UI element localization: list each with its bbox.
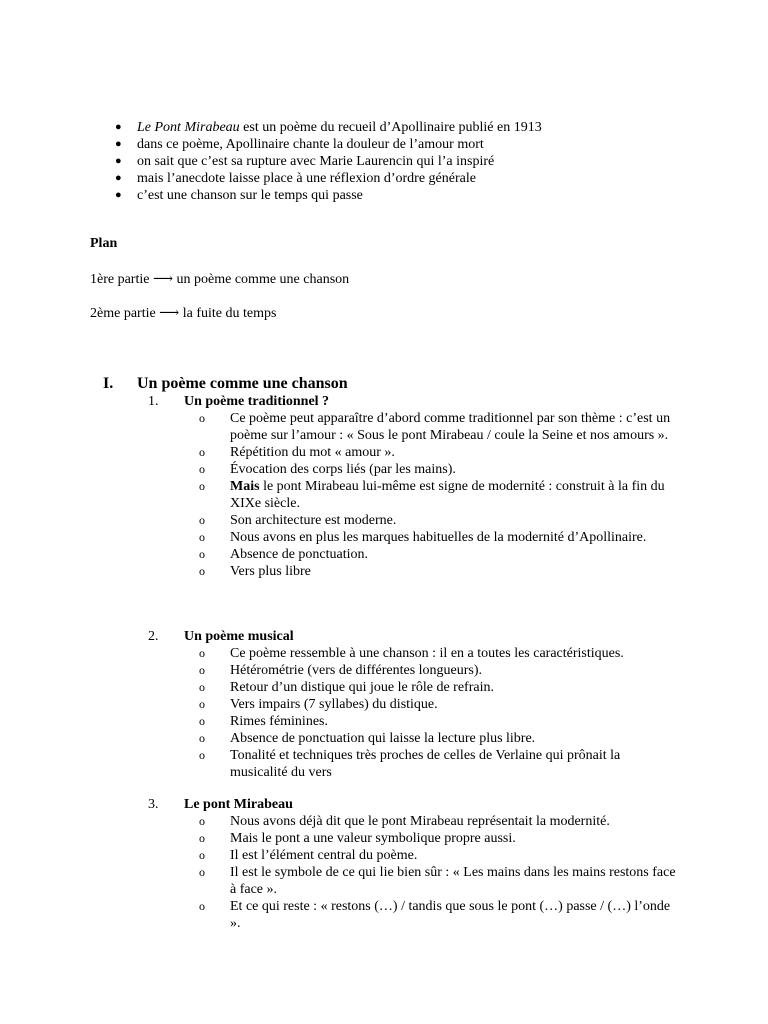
- item-text: Ce poème ressemble à une chanson : il en a toutes les caractéristiques.: [230, 646, 624, 661]
- emphasis-word: Mais: [230, 479, 260, 494]
- section-heading: [103, 375, 348, 393]
- circle-bullet-icon: o: [199, 848, 205, 862]
- item-text: Tonalité et techniques très proches de celles de Verlaine qui prônait la musicalité du vers: [230, 748, 621, 780]
- item-text: Mais le pont a une valeur symbolique propre aussi.: [230, 831, 516, 846]
- bullet-icon: ●: [115, 189, 122, 201]
- circle-bullet-icon: o: [199, 731, 205, 745]
- circle-bullet-icon: o: [199, 831, 205, 845]
- list-item: [199, 696, 679, 713]
- subsection-title: Le pont Mirabeau: [184, 797, 293, 812]
- plan-part-1: 1ère partie ⟶ un poème comme une chanson: [90, 272, 350, 287]
- circle-bullet-icon: o: [199, 530, 205, 544]
- bullet-icon: ●: [115, 172, 122, 184]
- item-text: Absence de ponctuation qui laisse la lecture plus libre.: [230, 731, 536, 746]
- list-item: [199, 529, 679, 546]
- item-text: Vers plus libre: [230, 564, 311, 579]
- plan-heading: Plan: [90, 236, 118, 251]
- list-item: [199, 546, 679, 563]
- item-text: Évocation des corps liés (par les mains).: [230, 462, 456, 477]
- list-item: [199, 713, 679, 730]
- list-item: [199, 444, 679, 461]
- list-item: [199, 662, 679, 679]
- list-item: [199, 563, 679, 580]
- circle-bullet-icon: o: [199, 697, 205, 711]
- list-item: [199, 461, 679, 478]
- intro-bullet: [109, 119, 542, 136]
- circle-bullet-icon: o: [199, 865, 205, 879]
- bullet-icon: ●: [115, 155, 122, 167]
- intro-bullet-list: [109, 119, 542, 204]
- list-item: [199, 747, 679, 781]
- list-item: [199, 898, 679, 932]
- plan-part-2: 2ème partie ⟶ la fuite du temps: [90, 306, 277, 321]
- circle-bullet-icon: o: [199, 564, 205, 578]
- subsection-number: 1.: [148, 394, 159, 409]
- circle-bullet-icon: o: [199, 462, 205, 476]
- item-text: Vers impairs (7 syllabes) du distique.: [230, 697, 438, 712]
- list-item: [199, 645, 679, 662]
- circle-bullet-icon: o: [199, 663, 205, 677]
- bullet-text: c’est une chanson sur le temps qui passe: [137, 188, 363, 203]
- section-number: I.: [103, 375, 114, 392]
- circle-bullet-icon: o: [199, 411, 205, 425]
- bullet-text: mais l’anecdote laisse place à une réflexion d’ordre générale: [137, 171, 476, 186]
- circle-bullet-icon: o: [199, 646, 205, 660]
- item-text: Il est le symbole de ce qui lie bien sûr : « Les mains dans les mains restons face à face ».: [230, 865, 676, 897]
- subsection-heading: [148, 797, 293, 813]
- subsection-heading: [148, 629, 294, 645]
- subsection-title: Un poème musical: [184, 629, 294, 644]
- item-text: Et ce qui reste : « restons (…) / tandis que sous le pont (…) passe / (…) l’onde ».: [230, 899, 671, 931]
- bullet-icon: ●: [115, 138, 122, 150]
- intro-bullet: [109, 170, 542, 187]
- bullet-icon: ●: [115, 121, 122, 133]
- subsection-number: 2.: [148, 629, 159, 644]
- list-item: [199, 730, 679, 747]
- item-text: Absence de ponctuation.: [230, 547, 369, 562]
- bullet-text: dans ce poème, Apollinaire chante la douleur de l’amour mort: [137, 137, 484, 152]
- intro-bullet: [109, 136, 542, 153]
- circle-bullet-icon: o: [199, 547, 205, 561]
- list-item: [199, 478, 679, 512]
- item-text: Ce poème peut apparaître d’abord comme traditionnel par son thème : c’est un poème sur l’amour : « Sous le pont Mirabeau / coule la Seine et nos amours ».: [230, 411, 671, 443]
- subsection-item-list: [199, 813, 679, 932]
- subsection-title: Un poème traditionnel ?: [184, 394, 330, 409]
- list-item: [199, 410, 679, 444]
- item-text: Hétérométrie (vers de différentes longueurs).: [230, 663, 483, 678]
- list-item: [199, 679, 679, 696]
- list-item: [199, 864, 679, 898]
- item-text: Retour d’un distique qui joue le rôle de refrain.: [230, 680, 494, 695]
- circle-bullet-icon: o: [199, 748, 205, 762]
- subsection-number: 3.: [148, 797, 159, 812]
- circle-bullet-icon: o: [199, 479, 205, 493]
- subsection-item-list: [199, 645, 679, 781]
- item-text: Il est l’élément central du poème.: [230, 848, 418, 863]
- circle-bullet-icon: o: [199, 714, 205, 728]
- item-text: Rimes féminines.: [230, 714, 328, 729]
- list-item: [199, 512, 679, 529]
- circle-bullet-icon: o: [199, 899, 205, 913]
- circle-bullet-icon: o: [199, 814, 205, 828]
- subsection-heading: [148, 394, 329, 410]
- list-item: [199, 830, 679, 847]
- item-text: Nous avons déjà dit que le pont Mirabeau représentait la modernité.: [230, 814, 610, 829]
- list-item: [199, 813, 679, 830]
- item-text: le pont Mirabeau lui-même est signe de modernité : construit à la fin du XIXe siècle.: [230, 479, 665, 511]
- bullet-text: on sait que c’est sa rupture avec Marie Laurencin qui l’a inspiré: [137, 154, 495, 169]
- list-item: [199, 847, 679, 864]
- section-title: Un poème comme une chanson: [137, 375, 348, 392]
- intro-bullet: [109, 153, 542, 170]
- subsection-item-list: [199, 410, 679, 580]
- item-text: Son architecture est moderne.: [230, 513, 397, 528]
- circle-bullet-icon: o: [199, 513, 205, 527]
- intro-bullet: [109, 187, 542, 204]
- circle-bullet-icon: o: [199, 680, 205, 694]
- bullet-text: est un poème du recueil d’Apollinaire publié en 1913: [239, 120, 542, 135]
- item-text: Nous avons en plus les marques habituelles de la modernité d’Apollinaire.: [230, 530, 647, 545]
- circle-bullet-icon: o: [199, 445, 205, 459]
- poem-title: Le Pont Mirabeau: [137, 120, 240, 135]
- item-text: Répétition du mot « amour ».: [230, 445, 395, 460]
